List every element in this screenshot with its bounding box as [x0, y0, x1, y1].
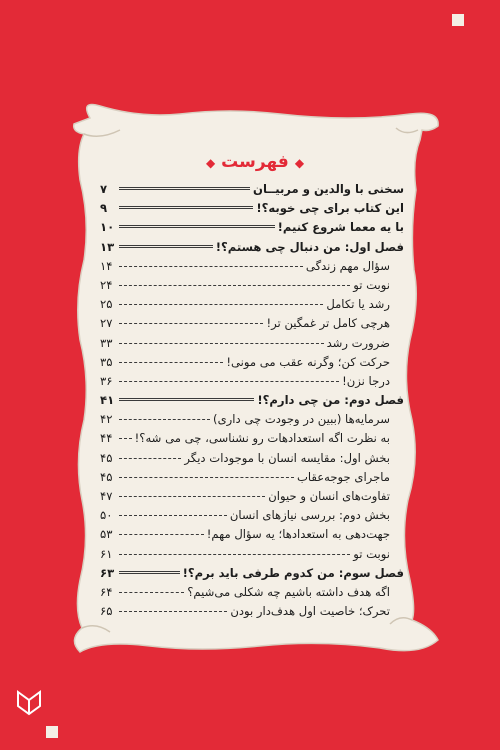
toc-entry — [100, 585, 404, 604]
bottom-left-square-icon — [46, 726, 58, 738]
toc-entry-title: این کتاب برای چی خوبه؟! — [256, 201, 404, 216]
toc-entry-page: ۴۲ — [100, 412, 113, 427]
toc-entry-page: ۶۴ — [100, 584, 113, 599]
toc-entry — [100, 393, 404, 412]
dotted-leader — [119, 323, 263, 324]
toc-entry-page: ۱۴ — [100, 258, 113, 273]
dotted-leader — [119, 343, 324, 344]
toc-entry — [100, 220, 404, 239]
toc-entry-title: بخش اول: مقایسه انسان با موجودات دیگر — [184, 450, 390, 465]
toc-entry-title: درجا نزن! — [342, 373, 390, 388]
dotted-leader — [119, 266, 303, 267]
toc-entry-title: ماجرای جوجه‌عقاب — [296, 469, 390, 484]
toc-entry-page: ۲۵ — [100, 297, 113, 312]
toc-title: ◆فهرست◆ — [205, 152, 305, 172]
toc-entry-page: ۱۳ — [100, 239, 115, 254]
toc-entry-page: ۳۳ — [100, 335, 113, 350]
toc-entry — [100, 470, 404, 489]
toc-entry — [100, 508, 404, 527]
toc-entry-page: ۴۷ — [100, 489, 113, 503]
toc-entry-title: فصل دوم: من چی دارم؟! — [257, 393, 404, 408]
toc-entry-title: فصل اول: من دنبال چی هستم؟! — [215, 239, 404, 254]
toc-entry — [100, 316, 404, 335]
dotted-leader — [119, 534, 204, 535]
publisher-logo-icon — [14, 688, 44, 722]
toc-entry-page: ۴۵ — [100, 450, 113, 465]
toc-entry-page: ۵۰ — [100, 508, 113, 523]
toc-entry-title: هرچی کامل تر غمگین تر! — [266, 316, 390, 331]
toc-entry — [100, 259, 404, 278]
toc-entry-page: ۶۳ — [100, 565, 115, 580]
toc-entry-title: تحرک؛ خاصیت اول هدف‌دار بودن — [230, 604, 390, 619]
toc-entry — [100, 489, 404, 508]
dotted-leader — [119, 554, 350, 555]
toc-entry — [100, 451, 404, 470]
toc-entry — [100, 278, 404, 297]
dotted-leader — [119, 571, 180, 574]
toc-entry-title: جهت‌دهی به استعدادها؛ یه سؤال مهم! — [206, 527, 390, 542]
toc-entry-page: ۷ — [100, 182, 108, 196]
toc-entry — [100, 566, 404, 585]
toc-scroll — [60, 100, 450, 660]
diamond-icon: ◆ — [205, 156, 216, 170]
toc-entry — [100, 374, 404, 393]
toc-entry-title: نوبت تو — [353, 277, 390, 292]
toc-entry-page: ۲۷ — [100, 316, 113, 331]
toc-entry-title: سرمایه‌ها (ببین در وجودت چی داری) — [213, 412, 390, 427]
toc-entry-title: ضرورت رشد — [326, 335, 390, 350]
toc-entry — [100, 547, 404, 566]
toc-entry — [100, 412, 404, 431]
dotted-leader — [119, 438, 132, 439]
toc-entry-page: ۴۵ — [100, 469, 113, 484]
toc-entry-title: بخش دوم: بررسی نیازهای انسان — [229, 508, 390, 523]
toc-entry-title: سؤال مهم زندگی — [305, 258, 390, 273]
toc-entry — [100, 297, 404, 316]
diamond-icon: ◆ — [294, 156, 305, 170]
toc-entry — [100, 527, 404, 546]
toc-entry — [100, 431, 404, 450]
dotted-leader — [119, 592, 184, 593]
toc-entry-title: با یه معما شروع کنیم! — [277, 220, 404, 235]
toc-entry-title: سخنی با والدین و مربیــان — [253, 182, 404, 196]
toc-entry — [100, 182, 404, 201]
dotted-leader — [119, 515, 227, 516]
toc-entry-page: ۶۱ — [100, 546, 113, 561]
dotted-leader — [119, 477, 294, 478]
toc-entry — [100, 604, 404, 623]
dotted-leader — [119, 458, 181, 459]
toc-entry — [100, 240, 404, 259]
toc-entry-page: ۴۴ — [100, 431, 113, 446]
dotted-leader — [119, 611, 227, 612]
dotted-leader — [119, 419, 210, 420]
dotted-leader — [119, 225, 275, 228]
toc-entry-page: ۶۵ — [100, 604, 113, 619]
toc-entry-page: ۵۳ — [100, 527, 113, 542]
dotted-leader — [119, 304, 323, 305]
dotted-leader — [119, 362, 223, 363]
toc-entry-page: ۹ — [100, 201, 108, 216]
toc-entry-title: به نظرت اگه استعدادهات رو نشناسی، چی می شه؟! — [134, 431, 390, 446]
toc-entry-page: ۳۵ — [100, 354, 113, 369]
toc-entry-title: اگه هدف داشته باشیم چه شکلی می‌شیم؟ — [187, 584, 390, 599]
dotted-leader — [119, 398, 254, 401]
toc-entry-title: تفاوت‌های انسان و حیوان — [268, 489, 390, 503]
dotted-leader — [119, 206, 253, 209]
toc-entry-page: ۲۴ — [100, 277, 113, 292]
dotted-leader — [119, 496, 265, 497]
toc-entry-title: رشد یا تکامل — [326, 297, 390, 312]
toc-entry-page: ۱۰ — [100, 220, 115, 235]
top-right-square-icon — [452, 14, 464, 26]
dotted-leader — [119, 187, 250, 190]
toc-entry — [100, 201, 404, 220]
toc-entry-title: نوبت تو — [353, 546, 390, 561]
dotted-leader — [119, 381, 339, 382]
toc-list — [100, 182, 404, 623]
dotted-leader — [119, 285, 350, 286]
toc-entry-page: ۴۱ — [100, 393, 115, 408]
toc-entry-title: حرکت کن؛ وگرنه عقب می مونی! — [226, 354, 390, 369]
toc-entry — [100, 336, 404, 355]
dotted-leader — [119, 245, 213, 248]
toc-entry — [100, 355, 404, 374]
toc-entry-page: ۳۶ — [100, 373, 113, 388]
toc-entry-title: فصل سوم: من کدوم طرفی باید برم؟! — [182, 565, 404, 580]
